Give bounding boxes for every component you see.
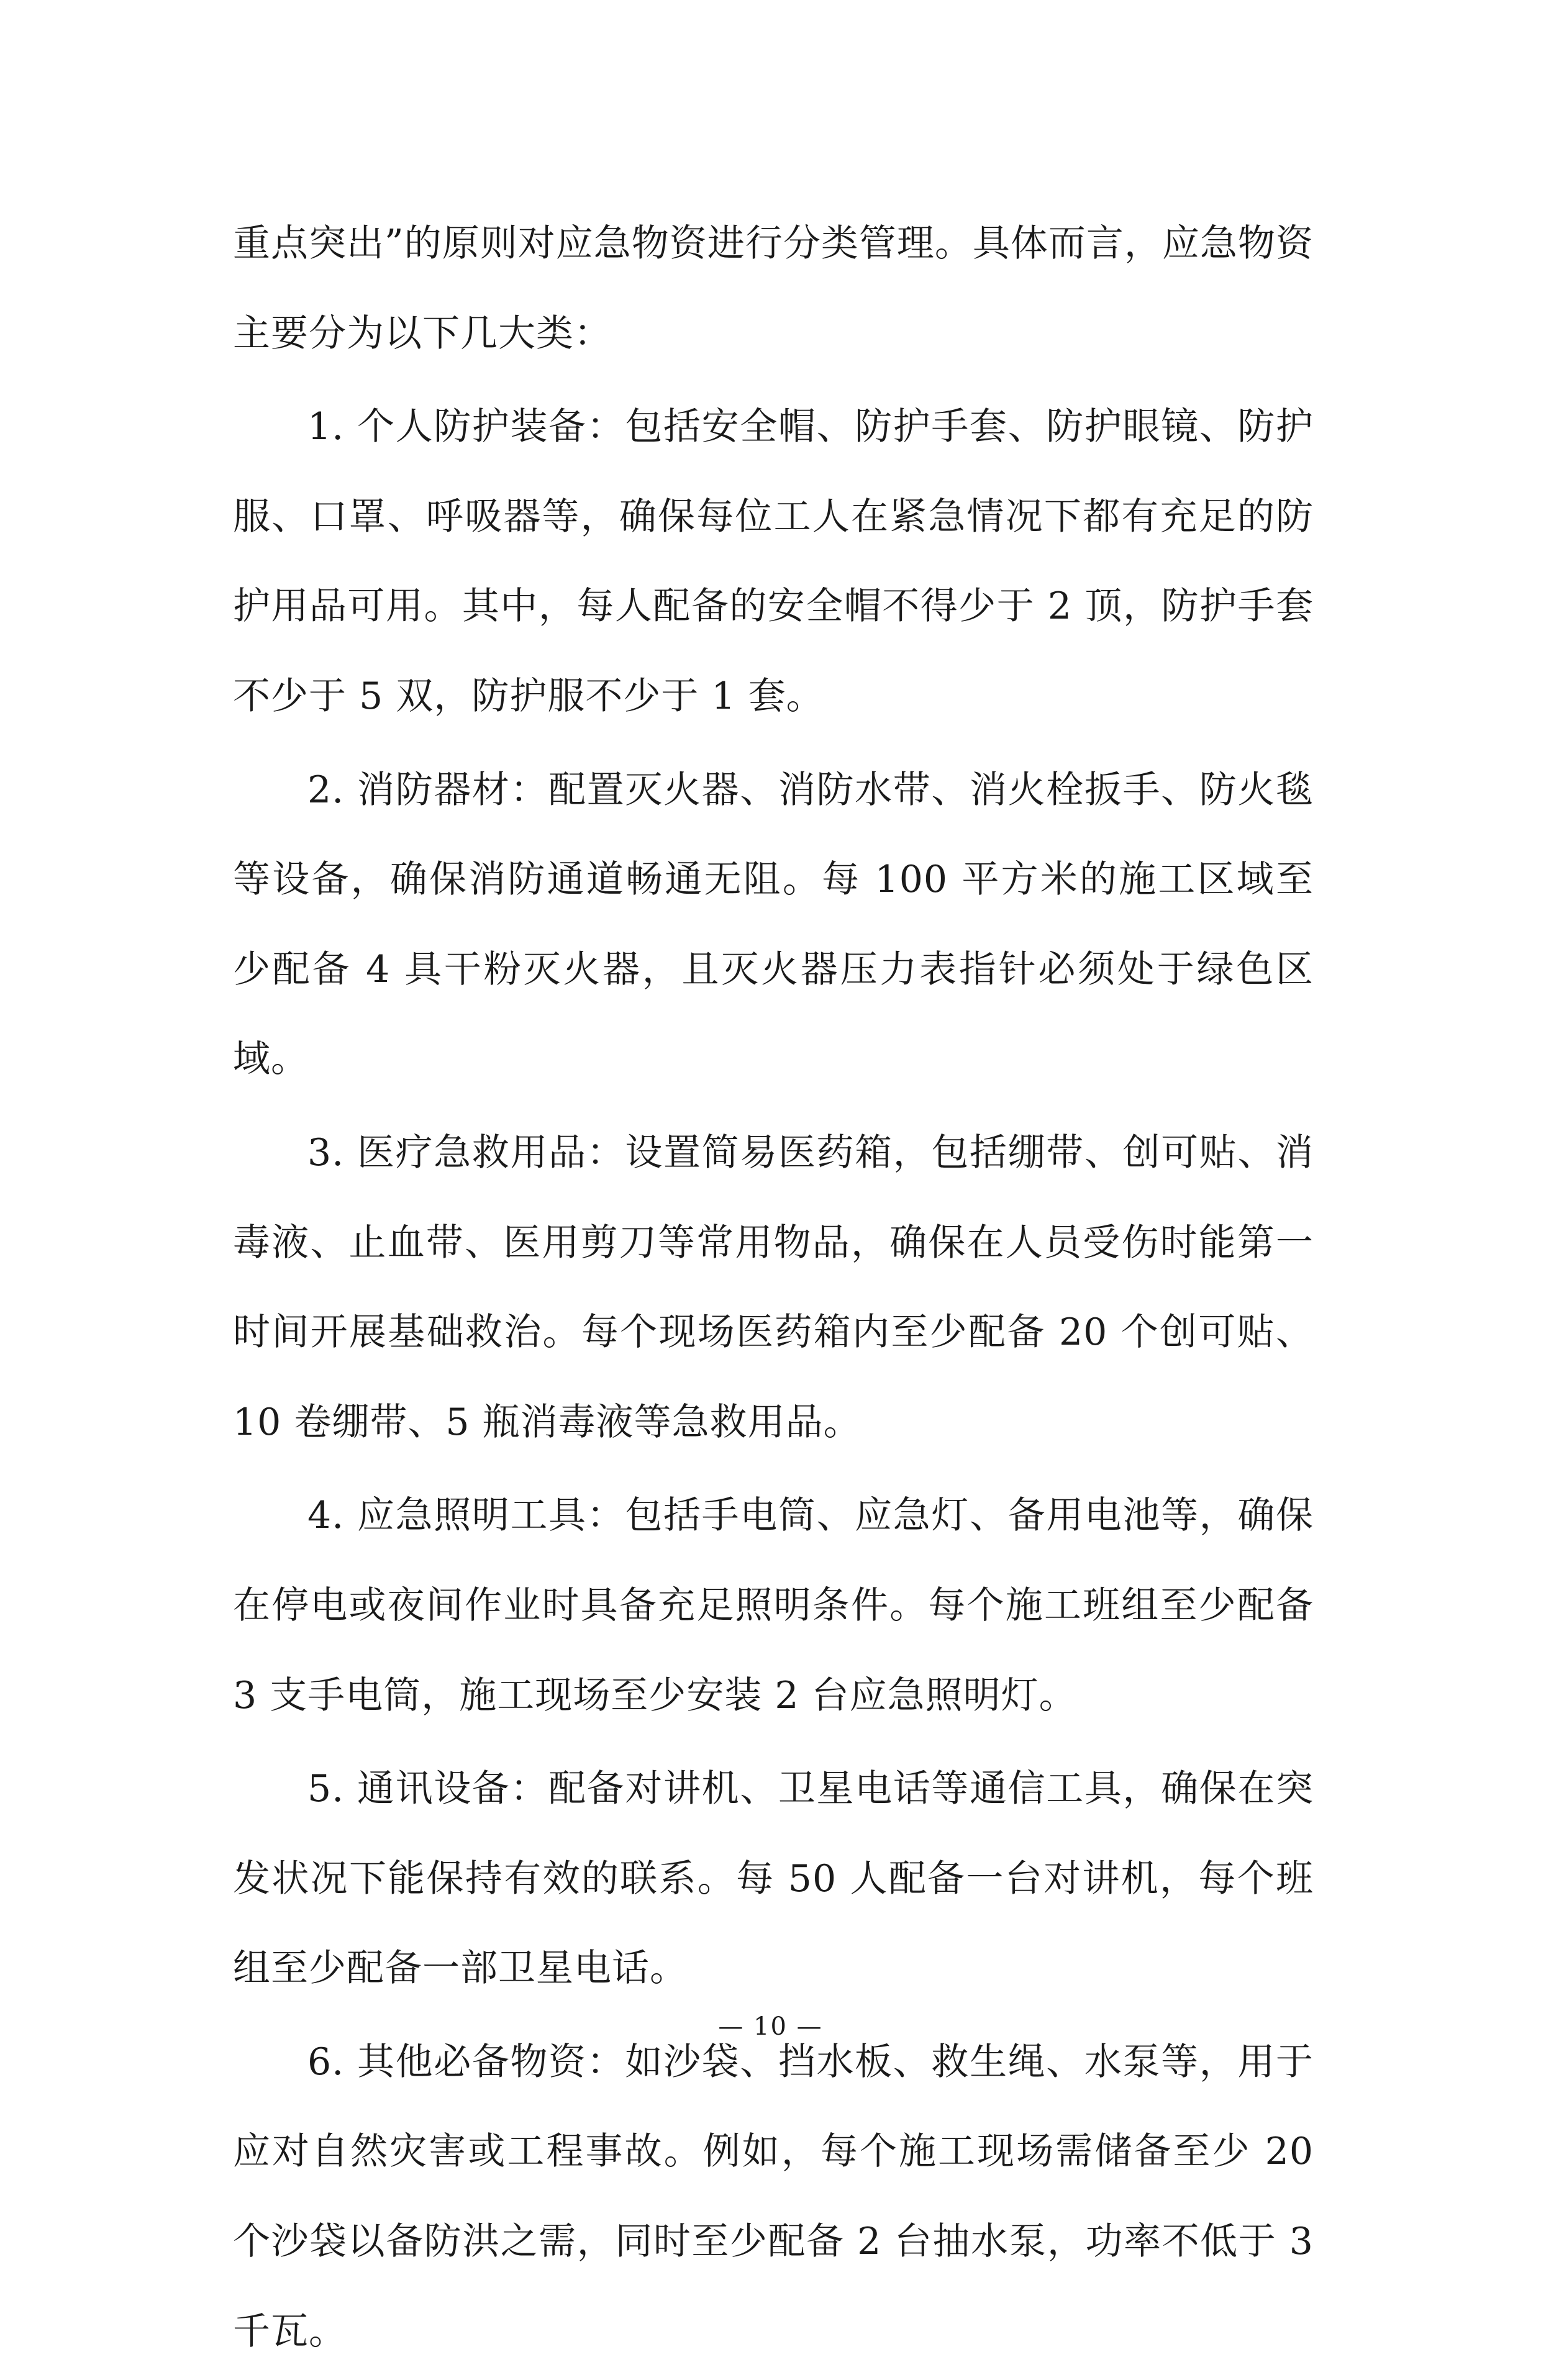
paragraph-item-5: 5. 通讯设备：配备对讲机、卫星电话等通信工具，确保在突发状况下能保持有效的联系。每 50 人配备一台对讲机，每个班组至少配备一部卫星电话。: [233, 1767, 1314, 1991]
body-text: [233, 199, 1314, 2380]
page-number: — 10 —: [718, 2012, 823, 2041]
paragraph-item-4: 4. 应急照明工具：包括手电筒、应急灯、备用电池等，确保在停电或夜间作业时具备充足照明条件。每个施工班组至少配备 3 支手电筒，施工现场至少安装 2 台应急照明灯。: [233, 1494, 1314, 1717]
paragraph-item-2: 2. 消防器材：配置灭火器、消防水带、消火栓扳手、防火毯等设备，确保消防通道畅通无阻。每 100 平方米的施工区域至少配备 4 具干粉灭火器，且灭火器压力表指针必须处于绿色区域。: [233, 768, 1314, 1081]
paragraph-item-3: 3. 医疗急救用品：设置简易医药箱，包括绷带、创可贴、消毒液、止血带、医用剪刀等常用物品，确保在人员受伤时能第一时间开展基础救治。每个现场医药箱内至少配备 20 个创可贴、10 卷绷带、5 瓶消毒液等急救用品。: [233, 1130, 1314, 1444]
paragraph-item-6: 6. 其他必备物资：如沙袋、挡水板、救生绳、水泵等，用于应对自然灾害或工程事故。例如，每个施工现场需储备至少 20 个沙袋以备防洪之需，同时至少配备 2 台抽水泵，功率不低于 3 千瓦。: [233, 2040, 1314, 2353]
paragraph-intro: 重点突出”的原则对应急物资进行分类管理。具体而言，应急物资主要分为以下几大类：: [233, 222, 1314, 355]
paragraph-item-1: 1. 个人防护装备：包括安全帽、防护手套、防护眼镜、防护服、口罩、呼吸器等，确保每位工人在紧急情况下都有充足的防护用品可用。其中，每人配备的安全帽不得少于 2 顶，防护手套不少于 5 双，防护服不少于 1 套。: [233, 405, 1314, 718]
